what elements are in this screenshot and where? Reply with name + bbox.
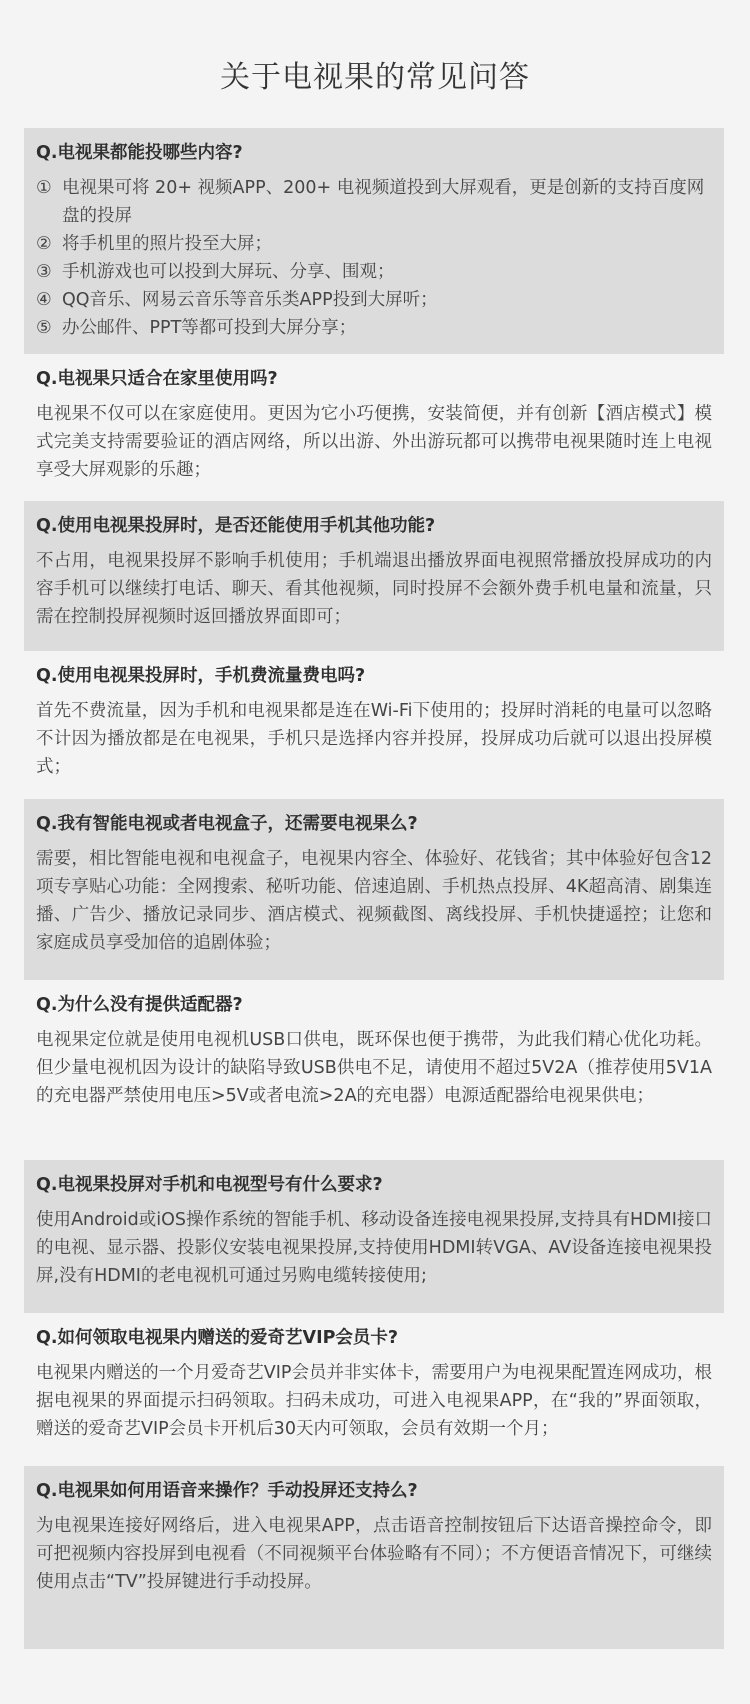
list-item (36, 174, 712, 230)
faq-answer-list (36, 174, 712, 342)
faq-item (24, 799, 724, 980)
faq-item (24, 501, 724, 651)
list-item (36, 286, 712, 314)
faq-item (24, 354, 724, 501)
faq-item (24, 1313, 724, 1466)
item-text: 手机游戏也可以投到大屏玩、分享、围观； (62, 262, 395, 282)
item-text: QQ音乐、网易云音乐等音乐类APP投到大屏听； (62, 290, 438, 310)
item-number: ③ (36, 262, 52, 282)
faq-list (24, 128, 724, 1649)
item-text: 将手机里的照片投至大屏； (62, 234, 272, 254)
faq-answer: 不占用，电视果投屏不影响手机使用；手机端退出播放界面电视照常播放投屏成功的内容手机可以继续打电话、聊天、看其他视频，同时投屏不会额外费手机电量和流量，只需在控制投屏视频时返回播放界面即可； (36, 551, 712, 627)
faq-answer: 电视果定位就是使用电视机USB口供电，既环保也便于携带，为此我们精心优化功耗。但少量电视机因为设计的缺陷导致USB供电不足，请使用不超过5V2A（推荐使用5V1A的充电器严禁使用电压>5V或者电流>2A的充电器）电源适配器给电视果供电； (36, 1030, 712, 1106)
faq-answer: 使用Android或iOS操作系统的智能手机、移动设备连接电视果投屏,支持具有HDMI接口的电视、显示器、投影仪安装电视果投屏,支持使用HDMI转VGA、AV设备连接电视果投屏,没有HDMI的老电视机可通过另购电缆转接使用; (36, 1210, 712, 1286)
list-item (36, 230, 712, 258)
faq-item (24, 980, 724, 1160)
faq-answer: 电视果不仅可以在家庭使用。更因为它小巧便携，安装简便，并有创新【酒店模式】模式完美支持需要验证的酒店网络，所以出游、外出游玩都可以携带电视果随时连上电视享受大屏观影的乐趣； (36, 404, 712, 480)
faq-question: Q.使用电视果投屏时，是否还能使用手机其他功能? (36, 516, 436, 536)
list-item (36, 314, 712, 342)
faq-question: Q.电视果都能投哪些内容? (36, 143, 243, 163)
faq-answer: 首先不费流量，因为手机和电视果都是连在Wi-Fi下使用的；投屏时消耗的电量可以忽略不计因为播放都是在电视果，手机只是选择内容并投屏，投屏成功后就可以退出投屏模式； (36, 701, 712, 777)
item-text: 电视果可将 20+ 视频APP、200+ 电视频道投到大屏观看，更是创新的支持百度网盘的投屏 (62, 178, 705, 226)
faq-answer: 需要，相比智能电视和电视盒子，电视果内容全、体验好、花钱省；其中体验好包含12项专享贴心功能：全网搜索、秘听功能、倍速追剧、手机热点投屏、4K超高清、剧集连播、广告少、播放记录同步、酒店模式、视频截图、离线投屏、手机快捷遥控；让您和家庭成员享受加倍的追剧体验； (36, 849, 712, 953)
item-number: ① (36, 178, 52, 198)
item-number: ⑤ (36, 318, 52, 338)
page-title: 关于电视果的常见问答 (220, 60, 530, 95)
faq-answer: 为电视果连接好网络后，进入电视果APP，点击语音控制按钮后下达语音操控命令，即可把视频内容投屏到电视看（不同视频平台体验略有不同）；不方便语音情况下，可继续使用点击“TV”投屏键进行手动投屏。 (36, 1516, 712, 1592)
faq-question: Q.我有智能电视或者电视盒子，还需要电视果么? (36, 814, 418, 834)
faq-question: Q.如何领取电视果内赠送的爱奇艺VIP会员卡? (36, 1328, 399, 1348)
item-text: 办公邮件、PPT等都可投到大屏分享； (62, 318, 357, 338)
list-item (36, 258, 712, 286)
faq-question: Q.电视果如何用语音来操作？手动投屏还支持么? (36, 1481, 418, 1501)
item-number: ④ (36, 290, 52, 310)
faq-item (24, 1466, 724, 1649)
faq-question: Q.电视果只适合在家里使用吗? (36, 369, 278, 389)
item-number: ② (36, 234, 52, 254)
faq-question: Q.使用电视果投屏时，手机费流量费电吗? (36, 666, 366, 686)
faq-item (24, 128, 724, 354)
faq-item (24, 651, 724, 799)
faq-item (24, 1160, 724, 1313)
faq-question: Q.电视果投屏对手机和电视型号有什么要求? (36, 1175, 383, 1195)
faq-answer: 电视果内赠送的一个月爱奇艺VIP会员并非实体卡，需要用户为电视果配置连网成功，根据电视果的界面提示扫码领取。扫码未成功，可进入电视果APP，在“我的”界面领取，赠送的爱奇艺VIP会员卡开机后30天内可领取，会员有效期一个月； (36, 1363, 712, 1439)
faq-question: Q.为什么没有提供适配器? (36, 995, 243, 1015)
